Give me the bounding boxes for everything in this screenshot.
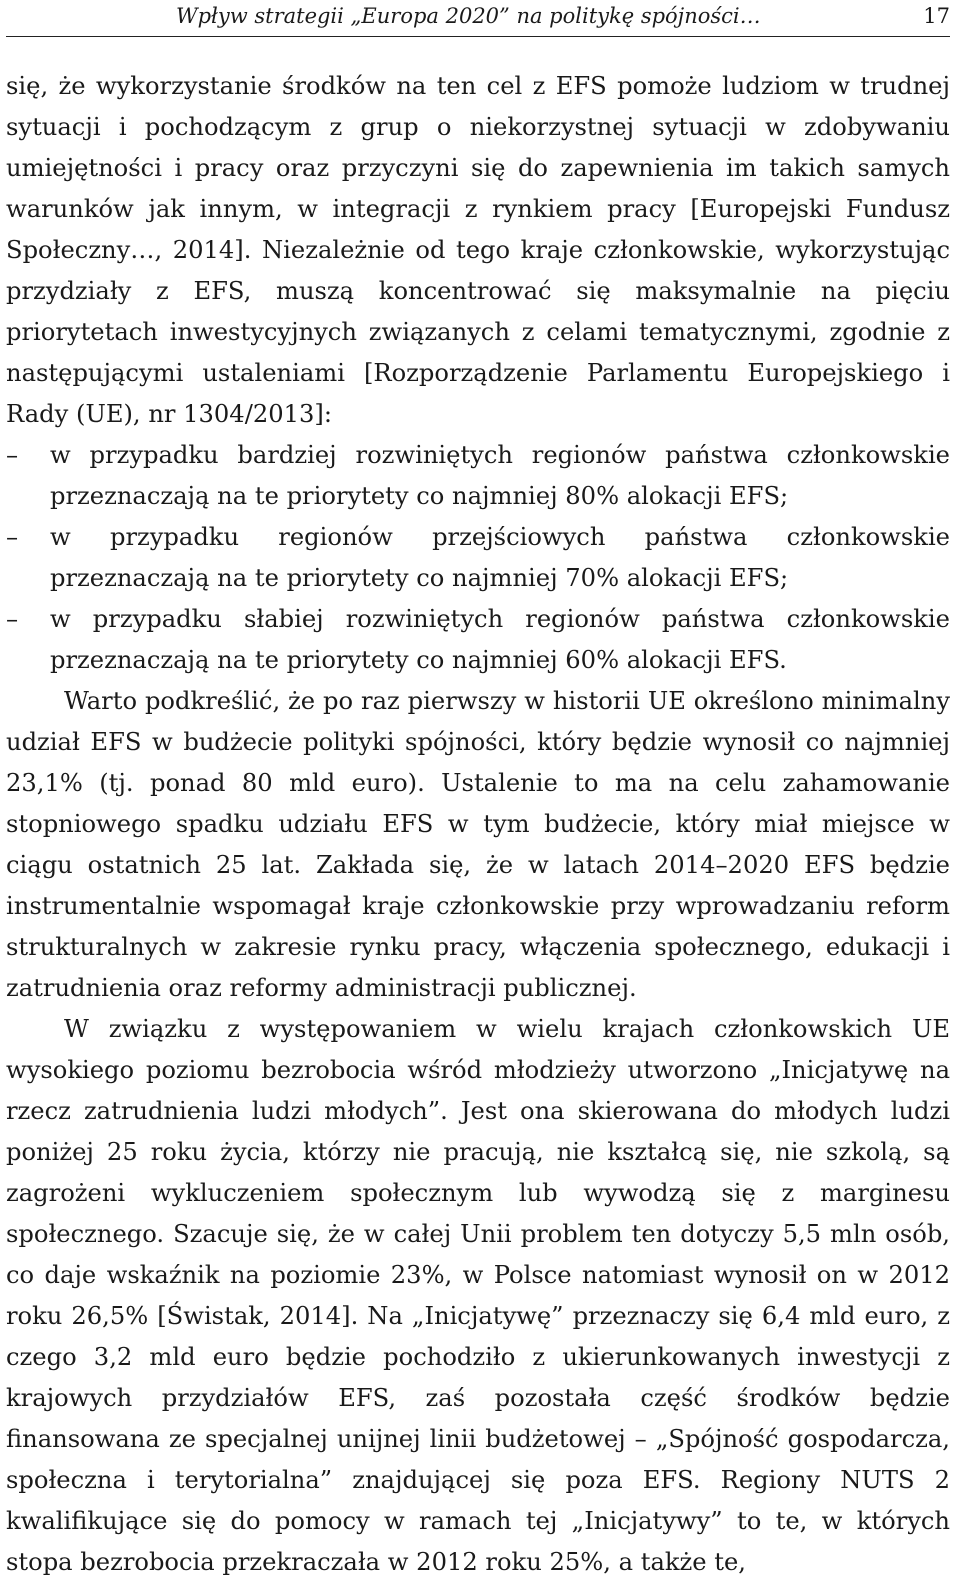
list-item-text: w przypadku bardziej rozwiniętych regionów państwa członkowskie przeznaczają na te priorytety co najmniej 80% alokacji EFS; — [50, 441, 950, 510]
allocation-list — [6, 435, 950, 681]
intro-paragraph: się, że wykorzystanie środków na ten cel z EFS pomoże ludziom w trudnej sytuacji i pochodzącym z grup o niekorzystnej sytuacji w zdobywaniu umiejętności i pracy oraz przyczyni się do zapewnienia im takich samych warunków jak innym, w integracji z rynkiem pracy [Europejski Fundusz Społeczny…, 2014]. Niezależnie od tego kraje członkowskie, wykorzystując przydziały z EFS, muszą koncentrować się maksymalnie na pięciu priorytetach inwestycyjnych związanych z celami tematycznymi, zgodnie z następującymi ustaleniami [Rozporządzenie Parlamentu Europejskiego i Rady (UE), nr 1304/2013]: — [6, 72, 950, 428]
running-title: Wpływ strategii „Europa 2020” na politykę spójności… — [176, 4, 761, 28]
page-number: 17 — [923, 4, 950, 28]
paragraph-efs-budget: Warto podkreślić, że po raz pierwszy w historii UE określono minimalny udział EFS w budżecie polityki spójności, który będzie wynosił co najmniej 23,1% (tj. ponad 80 mld euro). Ustalenie to ma na celu zahamowanie stopniowego spadku udziału EFS w tym budżecie, który miał miejsce w ciągu ostatnich 25 lat. Zakłada się, że w latach 2014–2020 EFS będzie instrumentalnie wspomagał kraje członkowskie przy wprowadzaniu reform strukturalnych w zakresie rynku pracy, włączenia społecznego, edukacji i zatrudnienia oraz reformy administracji publicznej. — [6, 687, 950, 1002]
list-item-text: w przypadku regionów przejściowych państwa członkowskie przeznaczają na te priorytety co najmniej 70% alokacji EFS; — [50, 523, 950, 592]
list-item-text: w przypadku słabiej rozwiniętych regionów państwa członkowskie przeznaczają na te priorytety co najmniej 60% alokacji EFS. — [50, 605, 950, 674]
list-item — [6, 599, 950, 681]
list-item — [6, 517, 950, 599]
dash-marker: – — [6, 441, 19, 469]
body-text — [6, 66, 950, 1583]
document-page — [6, 0, 950, 1583]
dash-marker: – — [6, 523, 19, 551]
paragraph-youth-initiative: W związku z występowaniem w wielu krajach członkowskich UE wysokiego poziomu bezrobocia wśród młodzieży utworzono „Inicjatywę na rzecz zatrudnienia ludzi młodych”. Jest ona skierowana do młodych ludzi poniżej 25 roku życia, którzy nie pracują, nie kształcą się, nie szkolą, są zagrożeni wykluczeniem społecznym lub wywodzą się z marginesu społecznego. Szacuje się, że w całej Unii problem ten dotyczy 5,5 mln osób, co daje wskaźnik na poziomie 23%, w Polsce natomiast wynosił on w 2012 roku 26,5% [Świstak, 2014]. Na „Inicjatywę” przeznaczy się 6,4 mld euro, z czego 3,2 mld euro będzie pochodziło z ukierunkowanych inwestycji z krajowych przydziałów EFS, zaś pozostała część środków będzie finansowana ze specjalnej unijnej linii budżetowej – „Spójność gospodarcza, społeczna i terytorialna” znajdującej się poza EFS. Regiony NUTS 2 kwalifikujące się do pomocy w ramach tej „Inicjatywy” to te, w których stopa bezrobocia przekraczała w 2012 roku 25%, a także te, — [6, 1015, 950, 1576]
running-header — [6, 0, 950, 37]
list-item — [6, 435, 950, 517]
dash-marker: – — [6, 605, 19, 633]
